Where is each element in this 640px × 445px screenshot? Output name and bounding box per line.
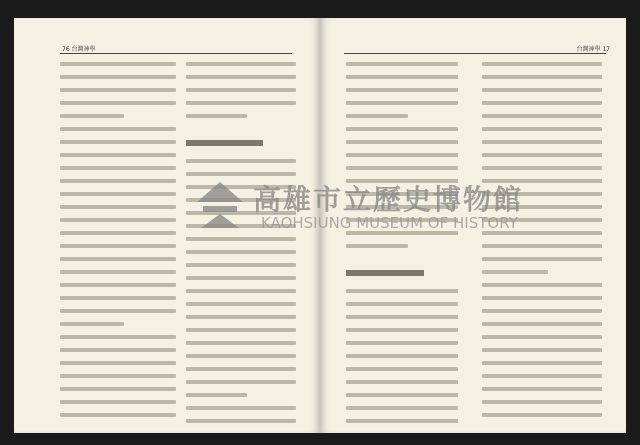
text-line [346, 88, 458, 92]
text-line [482, 322, 602, 326]
text-line [186, 354, 296, 358]
text-line [482, 153, 602, 157]
text-line [346, 380, 458, 384]
text-line [186, 276, 296, 280]
text-line [186, 315, 296, 319]
text-line [186, 328, 296, 332]
text-line [346, 127, 458, 131]
running-header: 台灣神學 17 [576, 46, 610, 53]
text-line [60, 322, 124, 326]
text-line [346, 315, 458, 319]
text-line [60, 153, 176, 157]
text-line [60, 166, 176, 170]
text-line [346, 419, 458, 423]
text-line [60, 413, 176, 417]
text-line [186, 289, 296, 293]
text-line [482, 101, 602, 105]
text-line [186, 393, 247, 397]
text-line [60, 62, 176, 66]
text-line [482, 140, 602, 144]
text-line [60, 101, 176, 105]
text-line [60, 127, 176, 131]
text-line [186, 263, 296, 267]
text-line [186, 302, 296, 306]
text-line [482, 244, 602, 248]
text-line [346, 354, 458, 358]
text-line [482, 400, 602, 404]
text-line [346, 328, 458, 332]
text-line [482, 114, 602, 118]
header-rule [344, 53, 606, 54]
text-line [346, 62, 458, 66]
text-line [482, 335, 602, 339]
text-line [346, 140, 458, 144]
text-line [482, 257, 602, 261]
text-line [186, 101, 296, 105]
text-line [60, 231, 176, 235]
text-line [186, 159, 296, 163]
text-line [186, 419, 296, 423]
text-line [186, 380, 296, 384]
text-line [60, 179, 176, 183]
text-column [346, 62, 458, 432]
text-line [60, 270, 176, 274]
text-line [346, 367, 458, 371]
text-line [482, 283, 602, 287]
text-line [60, 387, 176, 391]
paragraph-gap [346, 257, 458, 270]
text-line [60, 257, 176, 261]
text-line [60, 361, 176, 365]
text-column [482, 62, 602, 426]
text-line [60, 400, 176, 404]
text-line [482, 127, 602, 131]
text-line [186, 406, 296, 410]
text-line [60, 114, 124, 118]
text-line [482, 75, 602, 79]
text-line [186, 367, 296, 371]
watermark-english: KAOHSIUNG MUSEUM OF HISTORY [261, 214, 518, 232]
text-line [346, 244, 408, 248]
text-line [346, 406, 458, 410]
text-line [186, 341, 296, 345]
text-line [482, 62, 602, 66]
text-line [186, 88, 296, 92]
text-line [346, 101, 458, 105]
text-line [186, 172, 296, 176]
text-line [482, 387, 602, 391]
text-line [60, 335, 176, 339]
text-line [60, 348, 176, 352]
text-line [186, 62, 296, 66]
text-line [346, 341, 458, 345]
text-line [60, 296, 176, 300]
text-line [482, 296, 602, 300]
text-line [482, 361, 602, 365]
text-line [60, 309, 176, 313]
running-header: 76 台灣神學 [62, 46, 96, 53]
text-line [482, 88, 602, 92]
text-line [482, 166, 602, 170]
text-column [60, 62, 176, 426]
text-line [60, 192, 176, 196]
text-line [60, 218, 176, 222]
text-line [60, 88, 176, 92]
header-rule [60, 53, 292, 54]
text-column [186, 62, 296, 432]
watermark-chinese: 高雄市立歷史博物館 [253, 183, 524, 216]
text-line [186, 114, 247, 118]
text-line [346, 166, 458, 170]
text-line [186, 75, 296, 79]
text-line [346, 289, 458, 293]
text-line [346, 114, 408, 118]
section-heading [186, 140, 263, 146]
text-line [60, 374, 176, 378]
text-line [60, 283, 176, 287]
text-line [346, 393, 458, 397]
text-line [482, 309, 602, 313]
text-line [482, 374, 602, 378]
text-line [482, 348, 602, 352]
text-line [346, 75, 458, 79]
text-line [60, 75, 176, 79]
museum-watermark [195, 178, 524, 238]
text-line [60, 205, 176, 209]
text-line [346, 153, 458, 157]
section-heading [346, 270, 424, 276]
text-line [482, 413, 602, 417]
text-line [60, 140, 176, 144]
text-line [60, 244, 176, 248]
text-line [346, 302, 458, 306]
paragraph-gap [186, 127, 296, 140]
museum-logo-icon [195, 180, 245, 230]
text-line [482, 270, 548, 274]
text-line [186, 250, 296, 254]
